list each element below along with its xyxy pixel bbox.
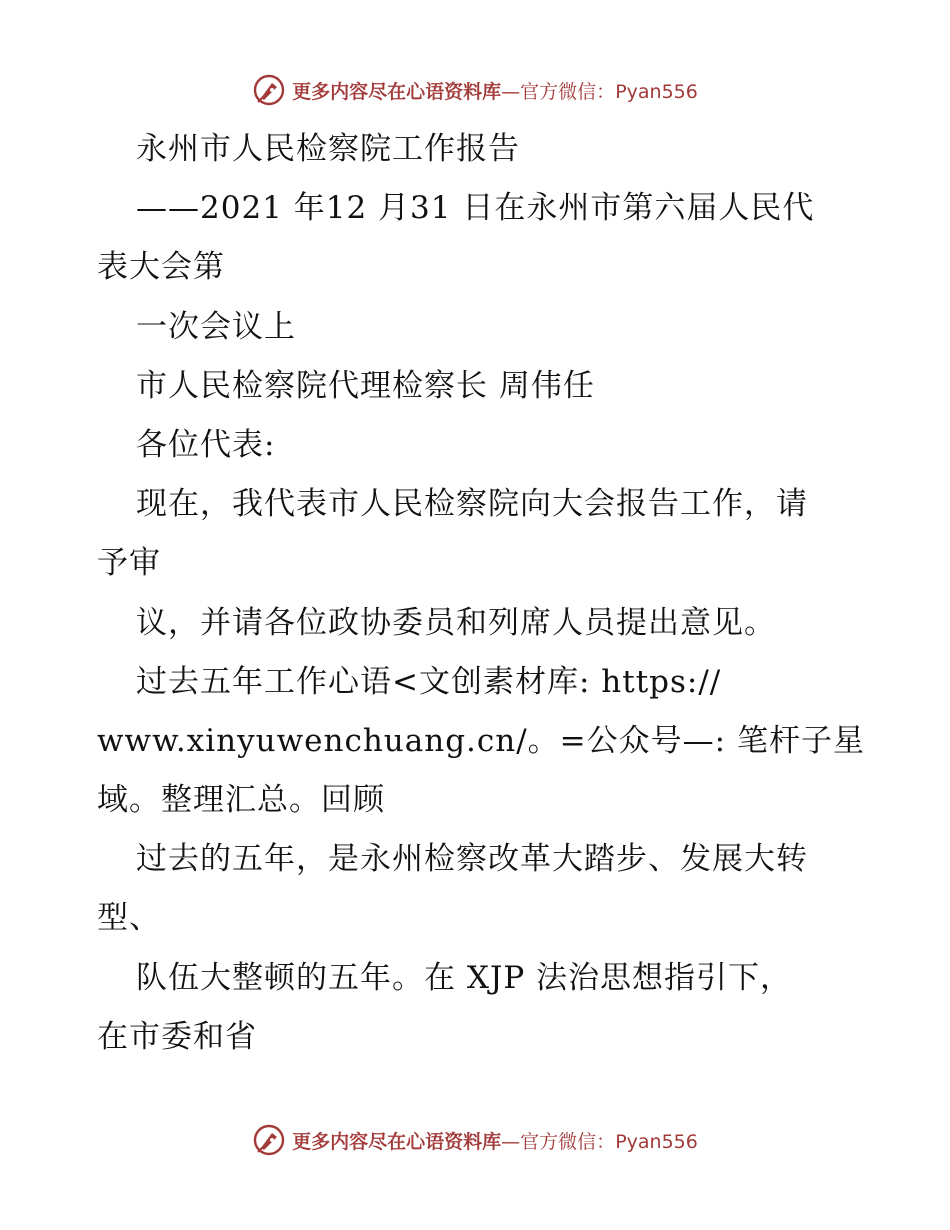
doc-paragraph-line: 予审 xyxy=(97,545,161,582)
doc-paragraph-line: 队伍大整顿的五年。在 XJP 法治思想指引下， xyxy=(136,959,793,996)
watermark-text xyxy=(292,1127,698,1154)
doc-subtitle-line: 表大会第 xyxy=(97,249,225,286)
document-body xyxy=(97,120,865,1067)
doc-salutation: 各位代表: xyxy=(136,426,276,463)
pen-nib-logo-icon xyxy=(252,1123,286,1157)
pen-nib-logo-icon xyxy=(252,73,286,107)
doc-paragraph-line: 过去五年工作心语<文创素材库: https:// xyxy=(136,663,722,700)
doc-paragraph-line: 现在，我代表市人民检察院向大会报告工作，请 xyxy=(136,486,808,523)
watermark-wechat-id: Pyan556 xyxy=(615,80,698,103)
doc-subtitle-line: ——2021 年12 月31 日在永州市第六届人民代 xyxy=(136,190,815,227)
doc-paragraph-line: 型、 xyxy=(97,900,161,937)
doc-subtitle-line: 一次会议上 xyxy=(136,308,296,345)
watermark-dash: — xyxy=(501,1130,521,1153)
footer-watermark xyxy=(0,1120,950,1160)
doc-paragraph-line: 议，并请各位政协委员和列席人员提出意见。 xyxy=(136,604,776,641)
doc-paragraph-line: 过去的五年，是永州检察改革大踏步、发展大转 xyxy=(136,841,808,878)
doc-paragraph-line: www.xinyuwenchuang.cn/。=公众号—: 笔杆子星 xyxy=(97,722,865,759)
watermark-sub-text: 官方微信： xyxy=(520,80,616,103)
watermark-dash: — xyxy=(501,80,521,103)
doc-author-line: 市人民检察院代理检察长 周伟任 xyxy=(136,367,595,404)
doc-title: 永州市人民检察院工作报告 xyxy=(136,131,520,167)
watermark-main-text: 更多内容尽在心语资料库 xyxy=(292,1130,502,1153)
doc-paragraph-line: 域。整理汇总。回顾 xyxy=(97,782,385,819)
watermark-wechat-id: Pyan556 xyxy=(615,1130,698,1153)
watermark-text xyxy=(292,77,698,104)
watermark-sub-text: 官方微信： xyxy=(520,1130,616,1153)
header-watermark xyxy=(0,70,950,110)
doc-paragraph-line: 在市委和省 xyxy=(97,1018,257,1055)
watermark-main-text: 更多内容尽在心语资料库 xyxy=(292,80,502,103)
